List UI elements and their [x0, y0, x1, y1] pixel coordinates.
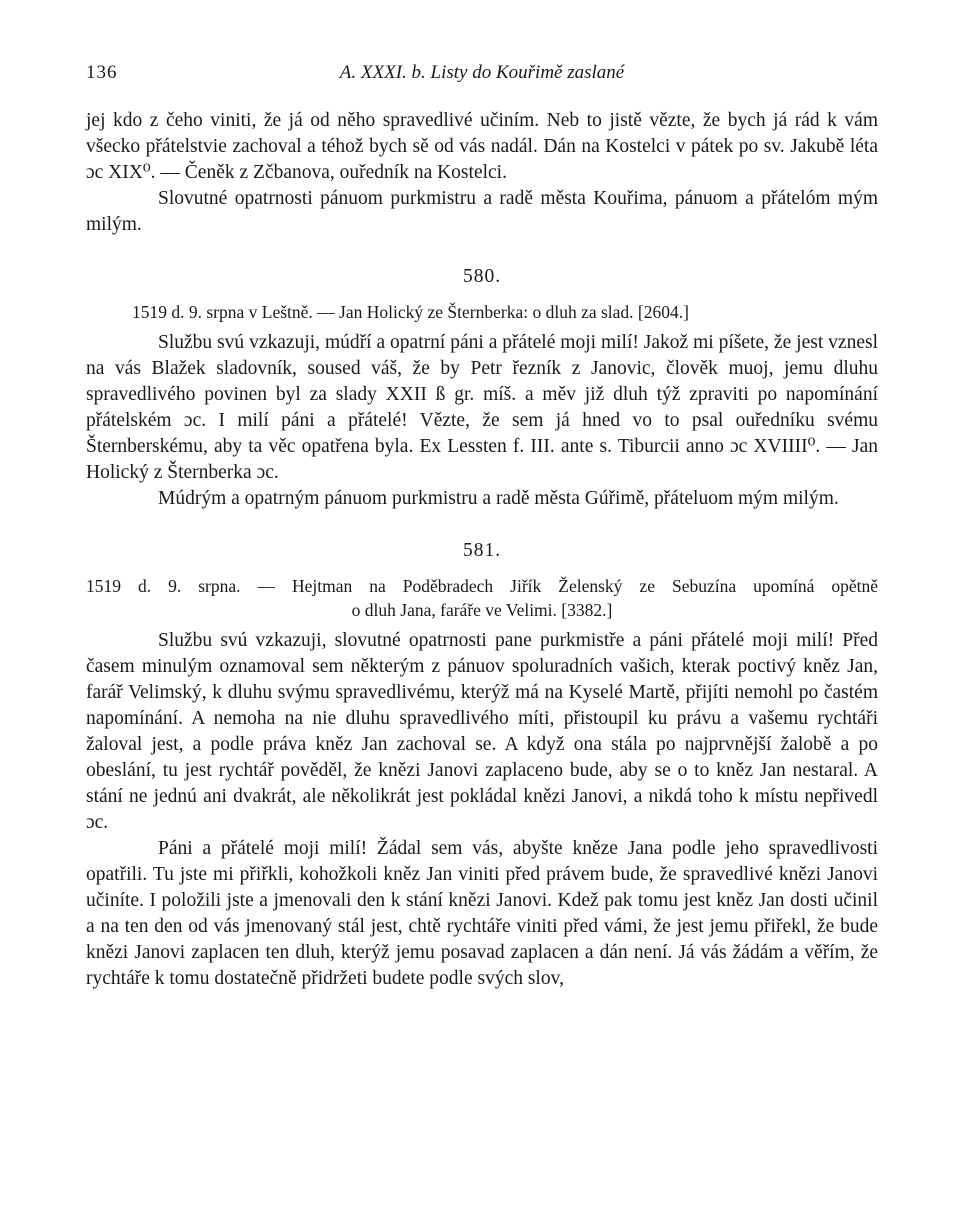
page-number: 136	[86, 62, 118, 83]
letter-number: 580.	[462, 266, 502, 287]
continuation-address: Slovutné opatrnosti pánuom purkmistru a radě města Kouřima, pánuom a přátelóm mým milým.	[86, 188, 878, 235]
page-body	[86, 108, 878, 992]
letter-regest	[86, 574, 878, 622]
letter-regest: 1519 d. 9. srpna v Leštně. — Jan Holický ze Šternberka: o dluh za slad. [2604.]	[132, 302, 689, 322]
letter-address: Múdrým a opatrným pánuom purkmistru a radě města Gúřimě, přáteluom mým milým.	[158, 488, 839, 509]
letter-regest-line: o dluh Jana, faráře ve Velimi. [3382.]	[351, 600, 613, 620]
letter-paragraph: Páni a přátelé moji milí! Žádal sem vás, abyšte kněze Jana podle jeho spravedlivosti opatřili. Tu jste mi přiřkli, kohožkoli kněz Jan viniti před právem bude, že spravedlivé knězi Janovi učiníte. I položili jste a jmenovali den k stání knězi Janovi. Kdež pak tomu jest kněz Jan dosti učinil a na ten den od vás jmenovaný stál jest, chtě rychtáře viniti před vámi, že jest jemu přiřekl, že bude knězi Janovi zaplacen ten dluh, kterýž jemu posavad zaplacen a dán není. Já vás žádám a věřím, že rychtáře k tomu dostatečně přidržeti budete podle svých slov,	[86, 838, 878, 989]
letter-number: 581.	[462, 540, 502, 561]
letter-regest-line: 1519 d. 9. srpna. — Hejtman na Poděbradech Jiřík Želenský ze Sebuzína upomíná opětně	[86, 576, 878, 596]
letter-paragraph: Službu svú vzkazuji, slovutné opatrnosti pane purkmistře a páni přátelé moji milí! Před časem minulým oznamoval sem některým z pánuov spoluradních vašich, kterak poctivý kněz Jan, farář Velimský, k dluhu svýmu spravedlivému, kterýž má na Kyselé Martě, přijíti nemohl po častém napomínání. A nemoha na nie dluhu spravedlivého míti, přistoupil ku právu a vašemu rychtáři žaloval jest, a podle práva kněz Jan zachoval se. A když ona stála po najprvnější žalobě a po obeslání, tu jest rychtář pověděl, že knězi Janovi zaplaceno bude, aby se o to kněz Jan nestaral. A stání ne jednú ani dvakrát, ale několikrát jest pokládal knězi Janovi, a nikdá toho k místu nepřivedl ɔc.	[86, 630, 878, 833]
running-title: A. XXXI. b. Listy do Kouřimě zaslané	[339, 62, 625, 83]
document-page	[86, 58, 878, 992]
page-header	[86, 58, 878, 88]
continuation-paragraph: jej kdo z čeho viniti, že já od něho spravedlivé učiním. Neb to jistě vězte, že bych já rád k vám všecko přátelstvie zachoval a téhož bych sě od vás nadál. Dán na Kostelci v pátek po sv. Jakubě léta ɔc XIX⁰. — Čeněk z Zčbanova, ouředník na Kostelci.	[86, 110, 878, 183]
letter-paragraph: Službu svú vzkazuji, múdří a opatrní páni a přátelé moji milí! Jakož mi píšete, že jest vznesl na vás Blažek sladovník, soused váš, že by Petr řezník z Janovic, člověk muoj, jemu dluhu spravedlivého povinen byl za slady XXII ß gr. míš. a měv již dluh týž zpraviti po napomínání přátelském ɔc. I milí páni a přátelé! Vězte, že sem já hned vo to psal ouředníku svému Šternberskému, aby ta věc opatřena byla. Ex Lessten f. III. ante s. Tiburcii anno ɔc XVIIII⁰. — Jan Holický z Šternberka ɔc.	[86, 332, 878, 483]
